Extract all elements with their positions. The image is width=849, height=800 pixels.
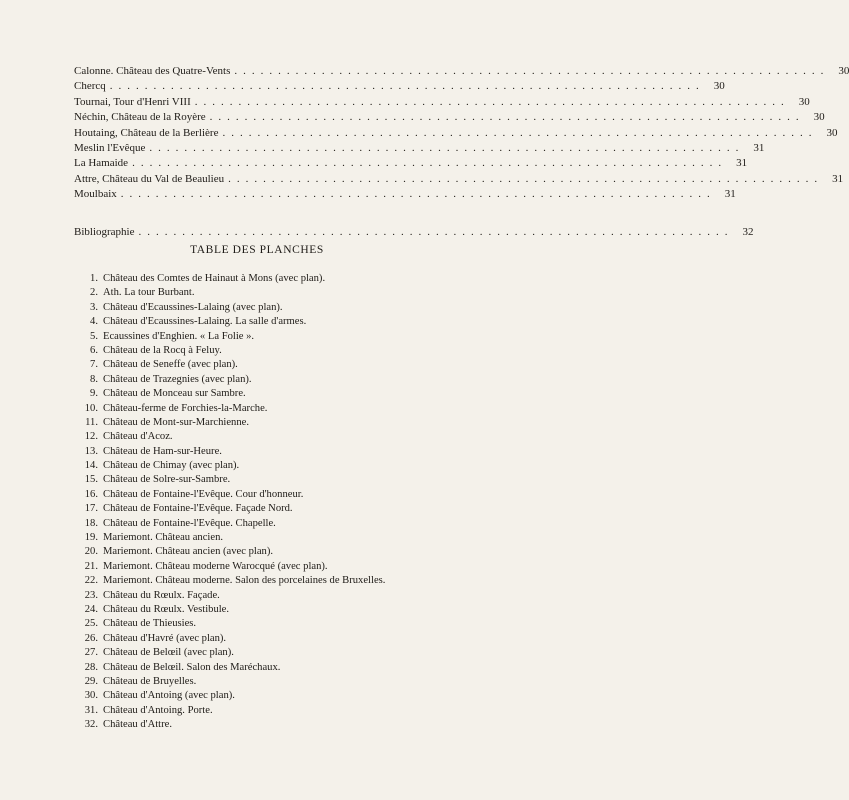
plate-title: Château du Rœulx. Vestibule. [103, 603, 230, 615]
plate-title: Château d'Ecaussines-Lalaing. La salle d'armes. [103, 316, 307, 328]
toc-entry-page: 32 [742, 225, 754, 238]
plate-entry [72, 416, 472, 430]
toc-entry [74, 79, 725, 94]
plate-number: 15. [84, 474, 98, 486]
plate-number: 6. [90, 344, 98, 356]
toc-entry-title: Meslin l'Evêque [74, 141, 146, 154]
plate-number: 27. [84, 647, 98, 659]
plate-entry [72, 589, 472, 603]
plate-number: 19. [84, 532, 98, 544]
toc-leader-dots: .................................................................... [222, 126, 818, 139]
plate-entry [72, 661, 472, 675]
plate-number: 26. [84, 632, 98, 644]
toc-entry-title: Tournai, Tour d'Henri VIII [74, 95, 191, 108]
plate-title: Château du Rœulx. Façade. [103, 589, 220, 601]
plate-title: Château d'Antoing. Porte. [103, 704, 213, 716]
plate-title: Château de Ham-sur-Heure. [103, 445, 222, 457]
plate-title: Château de Monceau sur Sambre. [103, 388, 246, 400]
plate-entry [72, 545, 472, 559]
plate-number: 28. [84, 661, 98, 673]
plate-title: Château des Comtes de Hainaut à Mons (avec plan). [103, 273, 326, 284]
plate-entry [72, 502, 472, 516]
plate-title: Mariemont. Château moderne Warocqué (avec plan). [103, 560, 328, 572]
plate-title: Château de Solre-sur-Sambre. [103, 474, 231, 486]
plate-number: 22. [84, 575, 98, 587]
plate-entry [72, 402, 472, 416]
plate-entry [72, 531, 472, 545]
plate-entry [72, 632, 472, 646]
plate-number: 7. [90, 359, 98, 371]
plate-number: 24. [84, 603, 98, 615]
toc-entry-title: Calonne. Château des Quatre-Vents [74, 65, 231, 77]
toc-entry-title: Néchin, Château de la Royère [74, 111, 206, 124]
plate-number: 32. [84, 719, 98, 731]
toc-leader-dots: .................................................................... [138, 225, 734, 238]
plate-number: 14. [84, 460, 98, 472]
plate-entry [72, 689, 472, 703]
plate-title: Château de Fontaine-l'Evêque. Cour d'honneur. [103, 488, 304, 500]
plate-title: Château de Belœil. Salon des Maréchaux. [103, 661, 281, 673]
toc-entry-title: La Hamaide [74, 157, 129, 170]
plate-entry [72, 675, 472, 689]
plate-title: Château de Bruyelles. [103, 675, 197, 687]
toc-entry-title: Attre, Château du Val de Beaulieu [74, 172, 225, 185]
toc-entry-page: 30 [713, 80, 725, 93]
plate-number: 16. [84, 488, 98, 500]
plate-title: Château de Thieusies. [103, 618, 197, 630]
toc-entry [74, 141, 765, 156]
plate-number: 12. [84, 431, 98, 443]
plate-title: Château de Fontaine-l'Evêque. Chapelle. [103, 517, 276, 529]
plate-title: Château de Seneffe (avec plan). [103, 359, 238, 371]
toc-entry-page: 31 [736, 157, 748, 170]
toc-entry-title: Chercq [74, 80, 106, 93]
plate-entry [72, 445, 472, 459]
plate-entry [72, 718, 472, 732]
plate-entry [72, 704, 472, 718]
plate-number: 21. [84, 560, 98, 572]
plate-entry [72, 473, 472, 487]
plate-number: 4. [90, 316, 98, 328]
toc-entry-title: Houtaing, Château de la Berlière [74, 126, 219, 139]
plate-entry [72, 646, 472, 660]
plate-entry [72, 272, 472, 286]
plate-number: 25. [84, 618, 98, 630]
toc-entry [74, 110, 825, 125]
plate-title: Château d'Havré (avec plan). [103, 632, 227, 644]
plate-entry [72, 517, 472, 531]
plate-entry [72, 373, 472, 387]
plate-entry [72, 358, 472, 372]
toc-entry-title: Bibliographie [74, 225, 135, 238]
plate-title: Château d'Antoing (avec plan). [103, 690, 235, 702]
plates-heading: TABLE DES PLANCHES [190, 244, 324, 256]
toc-leader-dots: .................................................................... [109, 80, 705, 93]
plate-title: Château de Fontaine-l'Evêque. Façade Nord. [103, 503, 293, 515]
plate-entry [72, 301, 472, 315]
toc-entry-page: 31 [753, 141, 765, 154]
plates-list [72, 272, 472, 733]
toc-leader-dots: .................................................................... [194, 95, 790, 108]
plate-entry [72, 315, 472, 329]
toc-entry [74, 187, 736, 202]
toc-leader-dots: .................................................................... [132, 157, 728, 170]
toc-entry [74, 64, 849, 79]
plate-entry [72, 574, 472, 588]
toc-entry [74, 126, 838, 141]
plate-number: 5. [90, 330, 98, 342]
toc-entry-page: 31 [724, 188, 736, 201]
toc-leader-dots: .................................................................... [228, 172, 824, 185]
plate-title: Château d'Ecaussines-Lalaing (avec plan). [103, 301, 283, 313]
plate-number: 3. [90, 301, 98, 313]
toc-entries [74, 64, 849, 203]
plate-entry [72, 330, 472, 344]
toc-entry-bibliography [74, 225, 754, 240]
plate-entry [72, 488, 472, 502]
plate-number: 8. [90, 373, 98, 385]
plate-title: Ath. La tour Burbant. [103, 287, 195, 299]
toc-leader-dots: .................................................................... [234, 65, 830, 77]
plate-entry [72, 344, 472, 358]
plate-title: Château de Chimay (avec plan). [103, 460, 240, 472]
toc-entry-page: 30 [813, 111, 825, 124]
plate-number: 29. [84, 675, 98, 687]
plate-title: Mariemont. Château ancien. [103, 532, 224, 544]
plate-number: 13. [84, 445, 98, 457]
plate-number: 2. [90, 287, 98, 299]
plate-number: 30. [84, 690, 98, 702]
plate-title: Mariemont. Château moderne. Salon des porcelaines de Bruxelles. [103, 575, 386, 587]
table-of-contents [74, 64, 849, 240]
plate-number: 20. [84, 546, 98, 558]
toc-entry [74, 172, 844, 187]
plate-number: 17. [84, 503, 98, 515]
plate-title: Château d'Acoz. [103, 431, 173, 443]
plate-number: 23. [84, 589, 98, 601]
plate-title: Mariemont. Château ancien (avec plan). [103, 546, 274, 558]
plate-title: Château de Belœil (avec plan). [103, 647, 234, 659]
toc-entry-title: Moulbaix [74, 188, 117, 201]
plate-entry [72, 617, 472, 631]
toc-entry [74, 95, 810, 110]
plate-number: 10. [84, 402, 98, 414]
toc-entry-page: 30 [826, 126, 838, 139]
plate-title: Château de Mont-sur-Marchienne. [103, 416, 249, 428]
plate-entry [72, 430, 472, 444]
plate-entry [72, 560, 472, 574]
plate-title: Château de la Rocq à Feluy. [103, 344, 222, 356]
toc-entry-page: 30 [798, 95, 810, 108]
plate-entry [72, 286, 472, 300]
toc-spacer [74, 203, 470, 225]
toc-leader-dots: .................................................................... [120, 188, 716, 201]
plate-number: 9. [90, 388, 98, 400]
plate-title: Château-ferme de Forchies-la-Marche. [103, 402, 268, 414]
plate-title: Château d'Attre. [103, 719, 172, 731]
plate-number: 1. [90, 273, 98, 284]
toc-leader-dots: .................................................................... [149, 141, 745, 154]
plate-entry [72, 459, 472, 473]
plate-number: 31. [84, 704, 98, 716]
toc-entry-page: 31 [832, 172, 844, 185]
plate-title: Château de Trazegnies (avec plan). [103, 373, 252, 385]
plate-number: 18. [84, 517, 98, 529]
plate-number: 11. [85, 416, 98, 428]
plate-title: Ecaussines d'Enghien. « La Folie ». [103, 330, 255, 342]
plate-entry [72, 387, 472, 401]
toc-entry [74, 156, 748, 171]
plate-entry [72, 603, 472, 617]
toc-leader-dots: .................................................................... [209, 111, 805, 124]
toc-entry-page: 30 [838, 65, 849, 77]
